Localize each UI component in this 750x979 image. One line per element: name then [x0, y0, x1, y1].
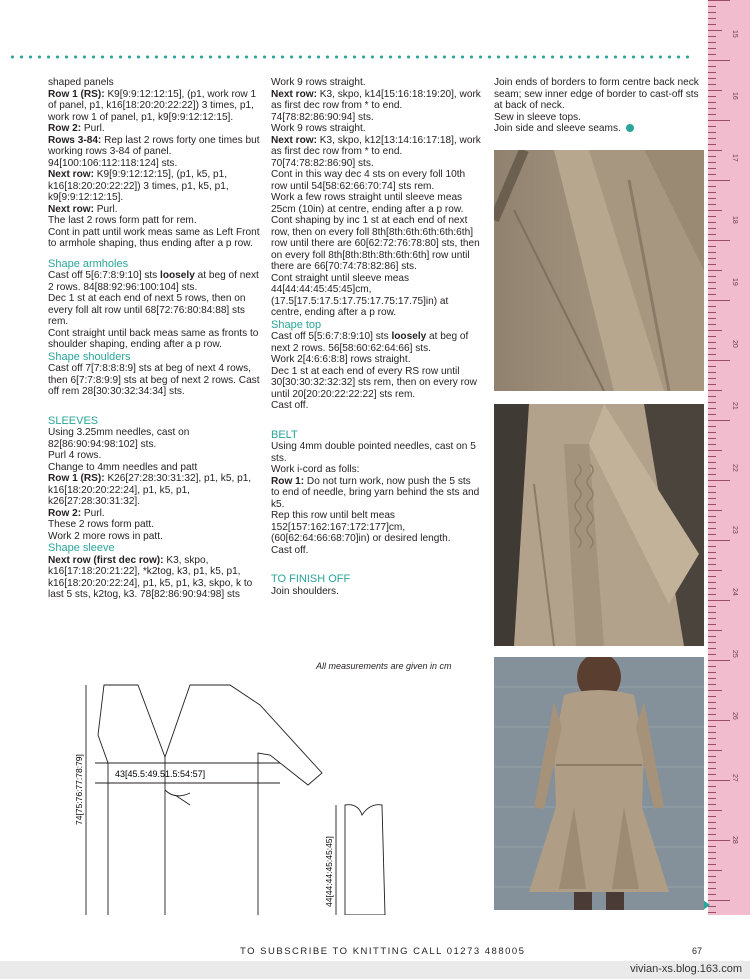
cardigan-front-closeup-photo — [494, 150, 704, 391]
ruler-tick — [708, 504, 716, 505]
instruction-paragraph: The last 2 rows form patt for rem. — [48, 215, 197, 226]
ruler-tick — [708, 846, 716, 847]
ruler-tick — [708, 270, 722, 271]
ruler-tick — [708, 234, 716, 235]
ruler-tick — [708, 888, 716, 889]
instruction-paragraph: Work 9 rows straight. — [271, 77, 366, 88]
ruler-tick — [708, 852, 716, 853]
ruler-tick — [708, 360, 730, 361]
ruler-label: 24 — [731, 588, 738, 596]
instruction-paragraph: Row 1: Do not turn work, now push the 5 sts to end of needle, bring yarn behind the sts and k5. — [271, 475, 480, 510]
instruction-paragraph: Work 2 more rows in patt. — [48, 530, 163, 542]
measuring-ruler — [708, 0, 750, 915]
ruler-tick — [708, 216, 716, 217]
ruler-tick — [708, 426, 716, 427]
section-heading: Shape top — [271, 318, 322, 331]
row-label: Row 1: — [271, 475, 305, 487]
paragraph-gap — [48, 398, 263, 407]
cardigan-side-detail-photo — [494, 404, 704, 646]
section-heading: SLEEVES — [48, 414, 99, 427]
ruler-tick — [708, 786, 716, 787]
ruler-tick — [708, 858, 716, 859]
ruler-tick — [708, 618, 716, 619]
ruler-tick — [708, 636, 716, 637]
ruler-tick — [708, 120, 730, 121]
section-heading: TO FINISH OFF — [271, 573, 351, 585]
ruler-tick — [708, 180, 730, 181]
ruler-tick — [708, 768, 716, 769]
ruler-tick — [708, 444, 716, 445]
ruler-tick — [708, 222, 716, 223]
ruler-tick — [708, 462, 716, 463]
ruler-tick — [708, 474, 716, 475]
ruler-tick — [708, 552, 716, 553]
ruler-tick — [708, 102, 716, 103]
ruler-tick — [708, 492, 716, 493]
ruler-tick — [708, 672, 716, 673]
instruction-paragraph: Cast off. — [271, 544, 309, 556]
ruler-tick — [708, 282, 716, 283]
ruler-tick — [708, 774, 716, 775]
ruler-tick — [708, 576, 716, 577]
ruler-tick — [708, 258, 716, 259]
instruction-paragraph: Work 9 rows straight. — [271, 123, 366, 134]
instruction-paragraph: Cast off 5[5:6:7:8:9:10] sts loosely at beg of next 2 rows. 56[58:60:62:64:66] sts. — [271, 331, 469, 354]
ruler-label: 21 — [731, 402, 738, 410]
dotted-divider — [8, 54, 694, 60]
pattern-column-middle — [271, 77, 481, 597]
ruler-tick — [708, 912, 716, 913]
ruler-tick — [708, 108, 716, 109]
ruler-label: 15 — [731, 30, 738, 38]
ruler-tick — [708, 834, 716, 835]
ruler-tick — [708, 162, 716, 163]
ruler-tick — [708, 294, 716, 295]
ruler-tick — [708, 354, 716, 355]
sleeve-measurement-label: 44[44:44:45:45:45] — [324, 836, 334, 907]
pattern-column-left — [48, 77, 263, 601]
ruler-tick — [708, 90, 722, 91]
page-number: 67 — [692, 946, 703, 956]
ruler-tick — [708, 738, 716, 739]
instruction-paragraph: Sew in sleeve tops. — [494, 111, 581, 123]
ruler-label: 17 — [731, 154, 738, 162]
ruler-tick — [708, 72, 716, 73]
ruler-tick — [708, 84, 716, 85]
row-label: Row 1 (RS): — [48, 88, 105, 100]
row-label: Next row: — [48, 203, 94, 215]
ruler-tick — [708, 114, 716, 115]
section-heading: Shape sleeve — [48, 542, 115, 554]
instruction-paragraph: Cont straight until sleeve meas 44[44:44:45:45:45]cm, (17.5[17.5:17.5:17.75:17.75:17.75]in) at centre, ending after a p row. — [271, 272, 449, 318]
width-measurement-label: 43[45.5:49.51.5:54:57] — [115, 769, 206, 779]
ruler-label: 25 — [731, 650, 738, 658]
instruction-paragraph: Cont in this way dec 4 sts on every foll 10th row until 54[58:62:66:70:74] sts rem. — [271, 169, 466, 192]
ruler-tick — [708, 408, 716, 409]
row-label: Rows 3-84: — [48, 134, 102, 146]
ruler-tick — [708, 540, 730, 541]
instruction-paragraph: Rows 3-84: Rep last 2 rows forty one times but working rows 3-84 of panel. 94[100:106:112:118:124] sts. — [48, 134, 260, 169]
ruler-tick — [708, 198, 716, 199]
ruler-tick — [708, 150, 722, 151]
ruler-tick — [708, 60, 730, 61]
ruler-tick — [708, 516, 716, 517]
ruler-label: 28 — [731, 836, 738, 844]
ruler-tick — [708, 702, 716, 703]
ruler-tick — [708, 534, 716, 535]
ruler-tick — [708, 798, 716, 799]
ruler-tick — [708, 12, 716, 13]
ruler-tick — [708, 48, 716, 49]
ruler-tick — [708, 30, 722, 31]
instruction-paragraph: Purl 4 rows. — [48, 450, 102, 461]
instruction-paragraph: Work a few rows straight until sleeve meas 25cm (10in) at centre, ending after a p row. — [271, 192, 464, 215]
ruler-tick — [708, 714, 716, 715]
ruler-label: 19 — [731, 278, 738, 286]
ruler-tick — [708, 300, 730, 301]
ruler-tick — [708, 558, 716, 559]
instruction-paragraph: Rep this row until belt meas 152[157:162:167:172:177]cm, (60[62:64:66:68:70]in) or desired length. — [271, 510, 451, 544]
instruction-paragraph: Cast off. — [271, 400, 309, 411]
ruler-tick — [708, 432, 716, 433]
row-label: Next row: — [271, 134, 317, 146]
section-heading: Shape shoulders — [48, 350, 131, 363]
ruler-tick — [708, 348, 716, 349]
ruler-tick — [708, 132, 716, 133]
end-bullet-icon — [626, 124, 634, 132]
ruler-tick — [708, 384, 716, 385]
ruler-tick — [708, 372, 716, 373]
ruler-arrow-icon — [703, 900, 710, 910]
ruler-tick — [708, 582, 716, 583]
ruler-label: 23 — [731, 526, 738, 534]
instruction-paragraph: Next row: Purl. — [48, 203, 118, 215]
instruction-paragraph: Row 1 (RS): K9[9:9:12:12:15], (p1, work row 1 of panel, p1, k16[18:20:20:22:22]) 3 times, p1, work row 1 of panel, p1, k9[9:9:12:12:15]. — [48, 88, 257, 123]
instruction-paragraph: Next row: K9[9:9:12:12:15], (p1, k5, p1, k16[18:20:20:22:22]) 3 times, p1, k5, p1, k9[9:9:12:12:15]. — [48, 169, 229, 203]
instruction-paragraph: Cast off 5[6:7:8:9:10] sts loosely at beg of next 2 rows. 84[88:92:96:100:104] sts. — [48, 270, 259, 293]
ruler-tick — [708, 96, 716, 97]
ruler-tick — [708, 870, 722, 871]
instruction-paragraph: Join side and sleeve seams. — [494, 123, 704, 135]
ruler-tick — [708, 696, 716, 697]
ruler-tick — [708, 390, 722, 391]
ruler-tick — [708, 894, 716, 895]
ruler-tick — [708, 882, 716, 883]
ruler-tick — [708, 468, 716, 469]
instruction-paragraph: Row 2: Purl. — [48, 123, 105, 134]
instruction-paragraph: Work i-cord as folls: — [271, 464, 360, 475]
subscribe-footer: TO SUBSCRIBE TO KNITTING CALL 01273 488005 — [240, 946, 526, 957]
instruction-paragraph: Row 1 (RS): K26[27:28:30:31:32], p1, k5, p1, k16[18:20:20:22:24], p1, k5, p1, k26[27:28:30:31:32]. — [48, 473, 252, 507]
instruction-paragraph: Next row: K3, skpo, k12[13:14:16:17:18], work as first dec row from * to end. 70[74:78:82:86:90] sts. — [271, 134, 481, 169]
ruler-tick — [708, 168, 716, 169]
ruler-tick — [708, 816, 716, 817]
instruction-paragraph: Work 2[4:6:6:8:8] rows straight. — [271, 354, 411, 365]
ruler-tick — [708, 744, 716, 745]
ruler-tick — [708, 630, 722, 631]
ruler-tick — [708, 204, 716, 205]
ruler-tick — [708, 252, 716, 253]
ruler-tick — [708, 828, 716, 829]
ruler-tick — [708, 624, 716, 625]
ruler-tick — [708, 480, 730, 481]
ruler-tick — [708, 54, 716, 55]
ruler-tick — [708, 342, 716, 343]
ruler-tick — [708, 876, 716, 877]
instruction-paragraph: Join shoulders. — [271, 585, 339, 597]
ruler-tick — [708, 498, 716, 499]
ruler-label: 20 — [731, 340, 738, 348]
ruler-tick — [708, 654, 716, 655]
emphasis-text: loosely — [391, 331, 427, 342]
ruler-tick — [708, 726, 716, 727]
ruler-tick — [708, 732, 716, 733]
instruction-paragraph: Cont shaping by inc 1 st at each end of next row, then on every foll 8th[8th:6th:6th:6th:6th] row until there are 60[62:72:76:78:80] sts, then on every foll 8th[8th:8th:8th:6th:6th] row until there are 66[70:74:78:82:86] sts. — [271, 215, 480, 272]
ruler-tick — [708, 276, 716, 277]
ruler-tick — [708, 750, 722, 751]
ruler-tick — [708, 264, 716, 265]
row-label: Next row (first dec row): — [48, 554, 164, 566]
row-label: Next row: — [48, 169, 94, 180]
ruler-label: 18 — [731, 216, 738, 224]
ruler-tick — [708, 720, 730, 721]
ruler-tick — [708, 606, 716, 607]
ruler-tick — [708, 756, 716, 757]
ruler-tick — [708, 612, 716, 613]
ruler-tick — [708, 186, 716, 187]
paragraph-gap — [271, 412, 481, 421]
ruler-tick — [708, 456, 716, 457]
ruler-tick — [708, 330, 722, 331]
ruler-tick — [708, 18, 716, 19]
ruler-tick — [708, 840, 730, 841]
instruction-paragraph: Dec 1 st at each end of every RS row until 30[30:30:32:32:32] sts rem, then on every row until 20[20:20:22:22:22] sts rem. — [271, 365, 477, 400]
ruler-tick — [708, 528, 716, 529]
row-label: Next row: — [271, 88, 317, 100]
ruler-tick — [708, 306, 716, 307]
ruler-tick — [708, 642, 716, 643]
row-label: Row 2: — [48, 123, 82, 134]
garment-schematic — [40, 665, 480, 915]
ruler-tick — [708, 156, 716, 157]
ruler-tick — [708, 378, 716, 379]
ruler-tick — [708, 708, 716, 709]
ruler-tick — [708, 42, 716, 43]
ruler-tick — [708, 792, 716, 793]
instruction-paragraph: Change to 4mm needles and patt — [48, 461, 198, 473]
ruler-tick — [708, 78, 716, 79]
instruction-paragraph: Cont straight until back meas same as fronts to shoulder shaping, ending after a p row. — [48, 327, 259, 350]
ruler-tick — [708, 246, 716, 247]
length-measurement-label: 74[75:76:77:78:79] — [74, 754, 84, 825]
ruler-tick — [708, 138, 716, 139]
ruler-label: 16 — [731, 92, 738, 100]
ruler-tick — [708, 780, 730, 781]
ruler-tick — [708, 690, 722, 691]
ruler-tick — [708, 66, 716, 67]
ruler-tick — [708, 36, 716, 37]
instruction-paragraph: Row 2: Purl. — [48, 507, 105, 519]
instruction-paragraph: Next row: K3, skpo, k14[15:16:18:19:20], work as first dec row from * to end. 74[78:82:86:90:94] sts. — [271, 88, 481, 123]
ruler-tick — [708, 450, 722, 451]
ruler-tick — [708, 660, 730, 661]
ruler-tick — [708, 324, 716, 325]
instruction-paragraph: Dec 1 st at each end of next 5 rows, then on every foll alt row until 68[72:76:80:84:88] sts rem. — [48, 293, 246, 327]
ruler-tick — [708, 288, 716, 289]
instruction-paragraph: Next row (first dec row): K3, skpo, k16[17:18:20:21:22], *k2tog, k3, p1, k5, p1, k16[18:20:20:22:24], p1, k5, p1, k3, skpo, k to last 5 sts, k2tog, k3. 78[82:86:90:94:98] sts — [48, 554, 253, 600]
ruler-tick — [708, 192, 716, 193]
ruler-tick — [708, 678, 716, 679]
pattern-column-right — [494, 77, 704, 135]
ruler-tick — [708, 336, 716, 337]
ruler-tick — [708, 684, 716, 685]
ruler-tick — [708, 810, 722, 811]
ruler-tick — [708, 174, 716, 175]
ruler-tick — [708, 486, 716, 487]
ruler-tick — [708, 600, 730, 601]
instruction-paragraph: Using 3.25mm needles, cast on 82[86:90:94:98:102] sts. — [48, 427, 190, 450]
ruler-tick — [708, 900, 730, 901]
section-heading: BELT — [271, 428, 298, 441]
instruction-paragraph: Cast off 7[7:8:8:8:9] sts at beg of next 4 rows, then 6[7:7:8:9:9] sts at beg of next 2 rows. Cast off rem 28[30:30:32:34:34] sts. — [48, 363, 260, 397]
watermark-text: vivian-xs.blog.163.com — [630, 963, 742, 975]
section-heading: Shape armholes — [48, 257, 129, 270]
ruler-tick — [708, 864, 716, 865]
ruler-tick — [708, 438, 716, 439]
ruler-label: 22 — [731, 464, 738, 472]
ruler-tick — [708, 804, 716, 805]
ruler-tick — [708, 126, 716, 127]
ruler-label: 27 — [731, 774, 738, 782]
instruction-paragraph: Cont in patt until work meas same as Left Front to armhole shaping, thus ending after a p row. — [48, 226, 260, 249]
ruler-tick — [708, 564, 716, 565]
ruler-tick — [708, 648, 716, 649]
ruler-tick — [708, 228, 716, 229]
ruler-tick — [708, 588, 716, 589]
ruler-tick — [708, 144, 716, 145]
instruction-paragraph: Join ends of borders to form centre back neck seam; sew inner edge of border to cast-off sts at back of neck. — [494, 77, 699, 111]
measurement-caption: All measurements are given in cm — [316, 661, 452, 671]
ruler-tick — [708, 522, 716, 523]
ruler-tick — [708, 822, 716, 823]
ruler-tick — [708, 210, 722, 211]
ruler-tick — [708, 24, 716, 25]
paragraph-gap — [271, 556, 481, 565]
emphasis-text: loosely — [160, 270, 195, 281]
instruction-paragraph: shaped panels — [48, 77, 114, 88]
ruler-tick — [708, 762, 716, 763]
ruler-tick — [708, 318, 716, 319]
ruler-tick — [708, 396, 716, 397]
ruler-tick — [708, 570, 722, 571]
ruler-tick — [708, 0, 730, 1]
instruction-paragraph: These 2 rows form patt. — [48, 519, 155, 530]
row-label: Row 2: — [48, 507, 82, 519]
instruction-paragraph: Using 4mm double pointed needles, cast on 5 sts. — [271, 441, 476, 464]
ruler-tick — [708, 414, 716, 415]
ruler-tick — [708, 666, 716, 667]
row-label: Row 1 (RS): — [48, 473, 105, 484]
ruler-tick — [708, 312, 716, 313]
ruler-tick — [708, 420, 730, 421]
ruler-tick — [708, 402, 716, 403]
ruler-label: 26 — [731, 712, 738, 720]
watermark-bar — [0, 961, 750, 979]
ruler-tick — [708, 366, 716, 367]
ruler-tick — [708, 546, 716, 547]
ruler-tick — [708, 6, 716, 7]
ruler-tick — [708, 240, 730, 241]
ruler-tick — [708, 510, 722, 511]
cardigan-back-view-photo — [494, 657, 704, 910]
ruler-tick — [708, 594, 716, 595]
